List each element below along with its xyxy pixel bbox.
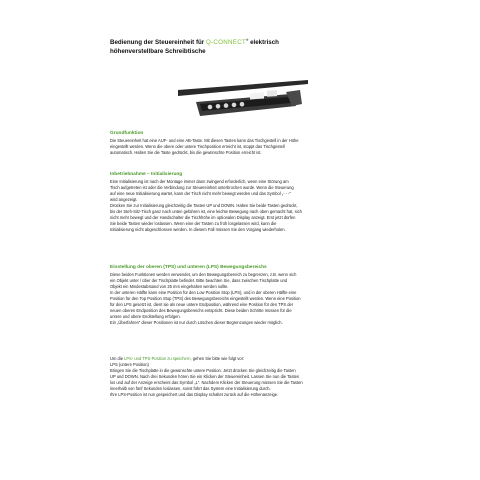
section-body	[110, 179, 378, 233]
text-line: nicht mehr bewegt und der Handschalter die Tischhöhe im optionalen Display anzeigt. Erst jetzt dürfen	[110, 214, 296, 220]
text-line: Die Steuereinheit hat eine AUF- und eine AB-Taste. Mit diesen Tasten kann das Tischgestell in der Höhe	[110, 138, 299, 143]
section-heading: Einstellung der oberen (TPS) und unteren (LPS) Bewegungsbereichs	[110, 265, 267, 270]
section-speichern	[110, 356, 378, 398]
text-line: wird angezeigt.	[110, 196, 138, 202]
control-button-icon	[240, 102, 245, 107]
text-line: Ein „Überfahren“ dieser Positionen ist nur durch Löschen dieser Begrenzungen wieder möglich.	[110, 319, 283, 325]
section-heading: Grundfunktion	[110, 131, 144, 136]
title-line-1: Bedienung der Steuereinheit für Q-CONNECT® elektrisch	[110, 38, 279, 47]
control-unit-illustration	[178, 80, 308, 122]
text-line: UP und DOWN. Nach drei Sekunden hören Sie ein Klicken der Steuereinheit. Lassen Sie nun die Tasten	[110, 373, 300, 379]
intro-text-pre: Um die	[110, 356, 123, 361]
text-line: innerhalb von fünf Sekunden loslassen, sonst führt das System eine Initialisierung durch.	[110, 385, 271, 391]
text-line: auf eine neue Initialisierung wartet, kann der Tisch nicht mehr bewegt werden und das Symbol „- - -“	[110, 190, 291, 196]
section-inbetriebnahme	[110, 172, 378, 233]
text-line: automatisch. Halten Sie die Taste gedrückt, bis die gewünschte Position erreicht ist.	[110, 149, 262, 155]
control-button-icon	[208, 105, 213, 110]
title-text-post: elektrisch	[250, 39, 279, 47]
brand-logo: Q-CONNECT	[205, 39, 247, 47]
text-line: Position für den Top Position Stop (TPS) des Bewegungsbereichs eingestellt werden. Wenn eine Position	[110, 295, 301, 301]
text-line: eingestellt werden. Wenn die obere oder untere Tischposition erreicht ist, stoppt das Tischgestell	[110, 143, 285, 149]
intro-link[interactable]: LPS- und TPS-Position zu speichern,	[124, 356, 192, 361]
text-line: Tisch aufgetreten ist oder die Verbindung zur Steuereinheit unterbrochen wurde. Wenn die Steuerung	[110, 184, 294, 190]
title-line-2: höhenverstellbare Schreibtische	[110, 48, 206, 56]
text-line: für den LPS gesetzt ist, dient sie als neue untere Endposition, während eine Position für den TPS der	[110, 301, 294, 307]
control-button-icon	[216, 104, 221, 109]
control-display	[250, 92, 264, 99]
text-line: Sie beide Tasten wieder loslassen. Wenn eine der Tasten zu früh losgelassen wird, kann die	[110, 220, 277, 226]
text-line: los und auf der Anzeige erscheint das Symbol „L“. Nachdem Klicken der Steuerung müssen Sie die Tasten	[110, 379, 303, 385]
document-title	[110, 36, 410, 56]
section-grundfunktion	[110, 131, 378, 156]
text-line: LPS (untere Position)	[110, 361, 149, 367]
control-button-icon	[224, 103, 229, 108]
section-bewegungsbereich	[110, 265, 378, 326]
title-text-pre: Bedienung der Steuereinheit für	[110, 39, 205, 47]
text-line: Diese beiden Funktionen werden verwendet, um den Bewegungsbereich zu begrenzen, z.B. wenn sich	[110, 272, 297, 277]
text-line: Eine Initialisierung ist nach der Montage immer dann zwingend erforderlich, wenn eine Störung am	[110, 179, 289, 184]
text-line: ein Objekt unter / über der Tischplatte befindet. Bitte beachten Sie, dass zwischen Tischplatte und	[110, 277, 288, 283]
section-body	[110, 272, 378, 326]
text-line: untere und obere Endstellung erfolgen.	[110, 313, 181, 319]
text-line: Bringen Sie die Tischplatte in die gewünschte untere Position. Jetzt drücken Sie gleichzeitig die Tasten	[110, 367, 296, 373]
control-display-secondary	[267, 90, 277, 97]
control-button-icon	[232, 103, 237, 108]
text-line: Initialisierung nicht abgeschlossen werden. In diesem Fall müssen Sie den Vorgang wiederholen.	[110, 226, 286, 232]
text-line: neuen oberen Endposition des Bewegungsbereichs entspricht. Diese beiden Schritte müssen für die	[110, 307, 292, 313]
section-body	[110, 138, 378, 156]
section-heading: Inbetriebnahme – Initialisierung	[110, 172, 183, 177]
text-line: Objekt ein Mindestabstand von 25 mm eingehalten werden sollte.	[110, 283, 229, 289]
text-line: bis der Steh-Sitz-Tisch ganz nach unten gefahren ist, eine leichte Bewegung nach oben gemacht hat, sich	[110, 208, 302, 214]
intro-text-post: gehen Sie bitte wie folgt vor:	[192, 356, 245, 361]
text-line: Ihre LPS-Position ist nun gespeichert und das Display schaltet zurück auf die Höhenanzeige.	[110, 391, 279, 397]
section-body	[110, 356, 378, 398]
text-line: In der unteren Hälfte kann eine Position für den Low Position Stop (LPS), und in der oberen Hälfte eine	[110, 289, 297, 295]
text-line: Drücken Sie zur Initialisierung gleichzeitig die Tasten UP und DOWN. Halten Sie beide Tasten gedrückt,	[110, 202, 298, 208]
